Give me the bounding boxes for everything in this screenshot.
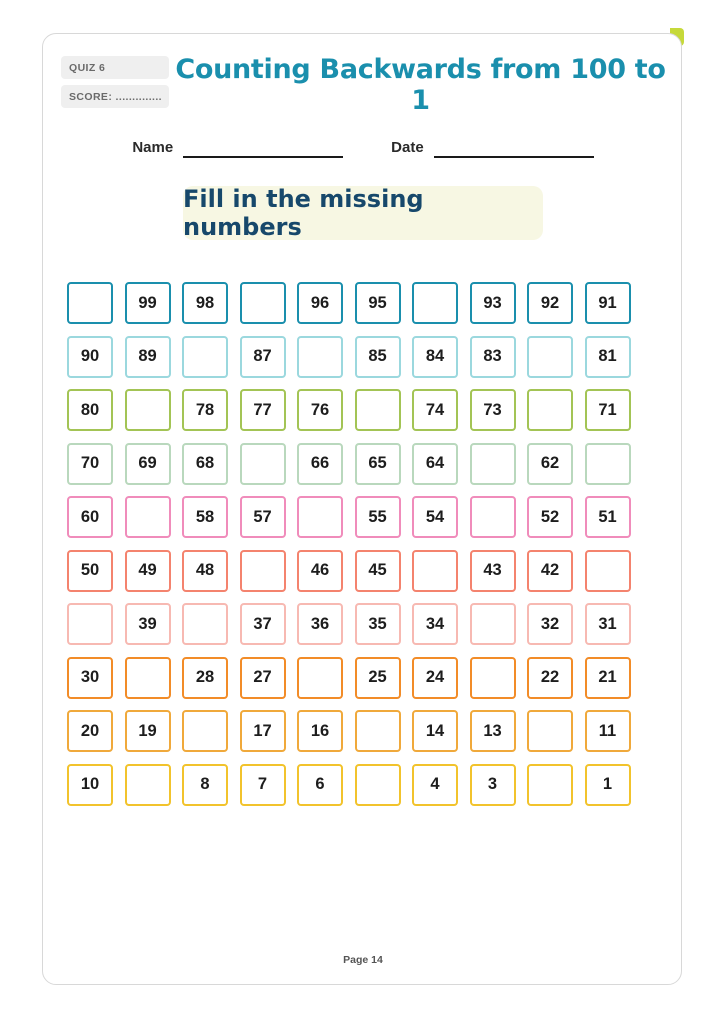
grid-cell-blank[interactable] [297, 496, 343, 538]
grid-cell-number: 48 [182, 550, 228, 592]
grid-cell-number: 3 [470, 764, 516, 806]
grid-cell-blank[interactable] [527, 389, 573, 431]
grid-cell-blank[interactable] [240, 282, 286, 324]
grid-cell-blank[interactable] [67, 282, 113, 324]
grid-cell-number: 55 [355, 496, 401, 538]
grid-cell-number: 22 [527, 657, 573, 699]
name-label: Name [132, 139, 174, 156]
grid-cell-blank[interactable] [527, 764, 573, 806]
grid-cell-number: 13 [470, 710, 516, 752]
grid-cell-blank[interactable] [240, 443, 286, 485]
grid-cell-blank[interactable] [67, 603, 113, 645]
grid-cell-number: 25 [355, 657, 401, 699]
grid-cell-number: 78 [182, 389, 228, 431]
grid-cell-number: 68 [182, 443, 228, 485]
grid-row [67, 336, 659, 378]
grid-cell-number: 81 [585, 336, 631, 378]
grid-cell-blank[interactable] [125, 657, 171, 699]
grid-cell-number: 24 [412, 657, 458, 699]
grid-row [67, 282, 659, 324]
name-input-line[interactable] [183, 138, 343, 158]
grid-cell-blank[interactable] [355, 710, 401, 752]
grid-cell-number: 46 [297, 550, 343, 592]
date-label: Date [391, 139, 424, 156]
grid-cell-blank[interactable] [125, 764, 171, 806]
score-label: SCORE: .............. [69, 90, 162, 103]
grid-cell-number: 58 [182, 496, 228, 538]
grid-cell-number: 73 [470, 389, 516, 431]
grid-cell-number: 10 [67, 764, 113, 806]
grid-row [67, 443, 659, 485]
grid-cell-number: 49 [125, 550, 171, 592]
grid-cell-blank[interactable] [297, 657, 343, 699]
grid-cell-blank[interactable] [297, 336, 343, 378]
quiz-label: QUIZ 6 [69, 61, 106, 74]
grid-row [67, 657, 659, 699]
grid-cell-number: 14 [412, 710, 458, 752]
grid-row [67, 603, 659, 645]
grid-cell-number: 43 [470, 550, 516, 592]
score-badge [61, 85, 169, 108]
name-date-row [43, 128, 683, 158]
grid-cell-number: 31 [585, 603, 631, 645]
grid-cell-number: 90 [67, 336, 113, 378]
grid-cell-number: 70 [67, 443, 113, 485]
grid-cell-number: 7 [240, 764, 286, 806]
grid-row [67, 764, 659, 806]
grid-cell-number: 60 [67, 496, 113, 538]
grid-cell-number: 50 [67, 550, 113, 592]
grid-cell-number: 95 [355, 282, 401, 324]
grid-cell-number: 54 [412, 496, 458, 538]
grid-cell-blank[interactable] [527, 710, 573, 752]
grid-cell-number: 85 [355, 336, 401, 378]
grid-cell-number: 69 [125, 443, 171, 485]
grid-cell-blank[interactable] [527, 336, 573, 378]
grid-cell-number: 91 [585, 282, 631, 324]
grid-cell-number: 76 [297, 389, 343, 431]
number-grid [67, 282, 659, 806]
grid-cell-number: 57 [240, 496, 286, 538]
page-footer: Page 14 [343, 954, 383, 966]
grid-cell-number: 42 [527, 550, 573, 592]
grid-cell-number: 87 [240, 336, 286, 378]
grid-cell-number: 17 [240, 710, 286, 752]
grid-cell-number: 1 [585, 764, 631, 806]
grid-cell-number: 98 [182, 282, 228, 324]
grid-cell-blank[interactable] [470, 603, 516, 645]
grid-cell-number: 45 [355, 550, 401, 592]
date-input-line[interactable] [434, 138, 594, 158]
grid-cell-number: 77 [240, 389, 286, 431]
grid-row [67, 496, 659, 538]
grid-cell-blank[interactable] [412, 550, 458, 592]
grid-cell-number: 16 [297, 710, 343, 752]
grid-cell-number: 51 [585, 496, 631, 538]
grid-cell-number: 4 [412, 764, 458, 806]
grid-cell-number: 66 [297, 443, 343, 485]
grid-cell-blank[interactable] [182, 336, 228, 378]
grid-cell-blank[interactable] [585, 550, 631, 592]
grid-cell-number: 62 [527, 443, 573, 485]
grid-cell-number: 89 [125, 336, 171, 378]
grid-cell-number: 20 [67, 710, 113, 752]
grid-cell-number: 34 [412, 603, 458, 645]
worksheet-sheet [42, 33, 682, 985]
grid-cell-number: 84 [412, 336, 458, 378]
grid-cell-blank[interactable] [470, 657, 516, 699]
grid-cell-number: 19 [125, 710, 171, 752]
grid-cell-number: 21 [585, 657, 631, 699]
grid-cell-blank[interactable] [182, 603, 228, 645]
grid-cell-number: 74 [412, 389, 458, 431]
grid-cell-number: 71 [585, 389, 631, 431]
quiz-badge [61, 56, 169, 79]
grid-cell-blank[interactable] [470, 443, 516, 485]
grid-row [67, 550, 659, 592]
grid-cell-number: 32 [527, 603, 573, 645]
grid-cell-number: 36 [297, 603, 343, 645]
grid-cell-number: 96 [297, 282, 343, 324]
grid-cell-blank[interactable] [470, 496, 516, 538]
grid-cell-blank[interactable] [182, 710, 228, 752]
grid-cell-number: 8 [182, 764, 228, 806]
grid-cell-number: 27 [240, 657, 286, 699]
grid-cell-blank[interactable] [355, 764, 401, 806]
grid-cell-number: 99 [125, 282, 171, 324]
grid-row [67, 710, 659, 752]
instruction-banner: Fill in the missing numbers [183, 186, 543, 240]
grid-cell-number: 80 [67, 389, 113, 431]
grid-cell-number: 35 [355, 603, 401, 645]
grid-cell-blank[interactable] [585, 443, 631, 485]
grid-cell-number: 65 [355, 443, 401, 485]
grid-cell-number: 92 [527, 282, 573, 324]
grid-cell-number: 64 [412, 443, 458, 485]
grid-cell-number: 28 [182, 657, 228, 699]
grid-cell-number: 30 [67, 657, 113, 699]
grid-cell-number: 52 [527, 496, 573, 538]
grid-cell-blank[interactable] [125, 389, 171, 431]
grid-row [67, 389, 659, 431]
grid-cell-number: 83 [470, 336, 516, 378]
grid-cell-number: 39 [125, 603, 171, 645]
grid-cell-number: 93 [470, 282, 516, 324]
grid-cell-number: 6 [297, 764, 343, 806]
grid-cell-blank[interactable] [125, 496, 171, 538]
grid-cell-number: 11 [585, 710, 631, 752]
grid-cell-number: 37 [240, 603, 286, 645]
page-title: Counting Backwards from 100 to 1 [175, 54, 666, 116]
grid-cell-blank[interactable] [240, 550, 286, 592]
grid-cell-blank[interactable] [412, 282, 458, 324]
grid-cell-blank[interactable] [355, 389, 401, 431]
